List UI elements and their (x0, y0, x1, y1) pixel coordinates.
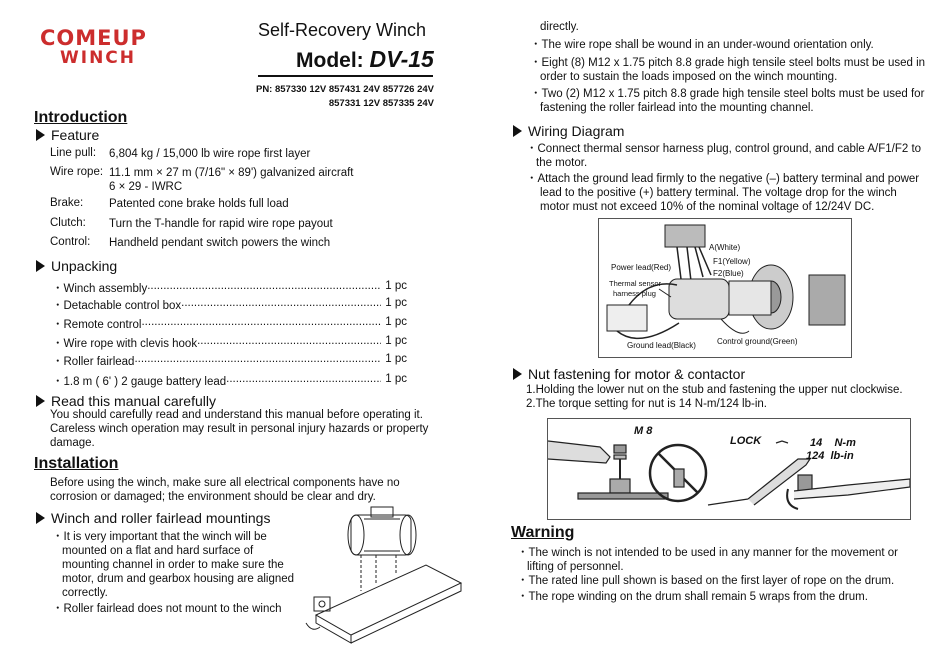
torque-label-lbin: 124 lb-in (806, 450, 854, 462)
warning-text: ・The rope winding on the drum shall remain 5 wraps from the drum. (517, 591, 868, 603)
part-numbers-line1: PN: 857330 12V 857431 24V 857726 24V (255, 84, 434, 95)
feature-value: Handheld pendant switch powers the winch (109, 237, 331, 249)
unpacking-item: ・Winch assembly ..... 1 pc (52, 280, 407, 296)
document-title: Self-Recovery Winch (258, 20, 427, 40)
title-underline (258, 75, 433, 77)
wire-label-thermal: Thermal sensor (609, 279, 662, 288)
wire-label-a: A(White) (709, 243, 741, 252)
nut-size-label: M 8 (634, 425, 653, 437)
warning-heading: Warning (511, 524, 575, 541)
brand-logo-line2: WINCH (60, 48, 137, 68)
feature-label: Clutch: (50, 217, 86, 229)
wiring-text: motor must not exceed 10% of the nominal voltage of 12/24V DC. (540, 201, 875, 213)
warning-text: lifting of personnel. (527, 561, 624, 573)
wire-label-thermal-2: harness plug (613, 289, 656, 298)
triangle-bullet-icon (513, 368, 522, 380)
wire-label-power: Power lead(Red) (611, 263, 672, 272)
nut-text: 1.Holding the lower nut on the stub and fastening the upper nut clockwise. (526, 384, 903, 396)
read-manual-heading: Read this manual carefully (36, 393, 216, 409)
warning-text: ・The winch is not intended to be used in any manner for the movement or (517, 547, 898, 559)
feature-label: Brake: (50, 197, 84, 209)
feature-label: Line pull: (50, 147, 97, 159)
mounting-text-continued: ・The wire rope shall be wound in an under-wound orientation only. (530, 39, 874, 51)
wiring-heading: Wiring Diagram (513, 123, 624, 139)
wire-label-f2: F2(Blue) (713, 269, 744, 278)
mountings-heading: Winch and roller fairlead mountings (36, 510, 270, 526)
feature-value: 6,804 kg / 15,000 lb wire rope first layer (109, 148, 311, 160)
warning-text: ・The rated line pull shown is based on the first layer of rope on the drum. (517, 575, 895, 587)
feature-value: Turn the T-handle for rapid wire rope payout (109, 218, 333, 230)
nut-fastening-diagram (547, 418, 911, 520)
installation-text: corrosion or damaged; the environment should be clear and dry. (50, 491, 376, 503)
unpacking-item: ・Detachable control box ..... 1 pc (52, 297, 407, 313)
wire-label-ground: Ground lead(Black) (627, 341, 696, 350)
triangle-bullet-icon (36, 129, 45, 141)
installation-text: Before using the winch, make sure all electrical components have no (50, 477, 400, 489)
triangle-bullet-icon (513, 125, 522, 137)
lock-label: LOCK (730, 435, 762, 447)
feature-label: Wire rope: (50, 166, 104, 178)
read-manual-text: Careless winch operation may result in personal injury hazards or property (50, 423, 429, 435)
triangle-bullet-icon (36, 260, 45, 272)
nut-fastening-drawing (548, 419, 910, 519)
mounting-text: ・Roller fairlead does not mount to the winch (52, 603, 282, 615)
model-heading (296, 46, 434, 73)
triangle-bullet-icon (36, 512, 45, 524)
feature-label: Control: (50, 236, 91, 248)
read-manual-text: damage. (50, 437, 95, 449)
installation-heading: Installation (34, 455, 119, 472)
unpacking-item: ・1.8 m ( 6' ) 2 gauge battery lead ..... 1 pc (52, 373, 407, 389)
feature-value-continued: 6 × 29 - IWRC (109, 181, 183, 193)
part-numbers-line2: 857331 12V 857335 24V (328, 98, 434, 109)
feature-heading: Feature (36, 127, 99, 143)
mounting-text: mounted on a flat and hard surface of (62, 545, 254, 557)
wiring-text: ・Connect thermal sensor harness plug, control ground, and cable A/F1/F2 to (526, 143, 922, 155)
wire-label-f1: F1(Yellow) (713, 257, 751, 266)
winch-mounting-illustration (296, 505, 466, 650)
mounting-text-continued: directly. (540, 21, 579, 33)
mounting-text-continued: order to sustain the loads imposed on the winch mounting. (540, 71, 838, 83)
triangle-bullet-icon (36, 395, 45, 407)
model-label: Model: (296, 49, 370, 72)
wiring-text: lead to the positive (+) battery terminal. The voltage drop for the winch (540, 187, 897, 199)
unpacking-item: ・Remote control ..... 1 pc (52, 316, 407, 332)
unpacking-item: ・Roller fairlead ..... 1 pc (52, 353, 407, 369)
nut-fastening-heading: Nut fastening for motor & contactor (513, 366, 745, 382)
mounting-text: correctly. (62, 587, 108, 599)
wiring-text: the motor. (536, 157, 588, 169)
wire-label-control-ground: Control ground(Green) (717, 337, 798, 346)
feature-value: 11.1 mm × 27 m (7/16" × 89') galvanized aircraft (109, 167, 354, 179)
torque-label-nm: 14 N-m (810, 437, 856, 449)
read-manual-text: You should carefully read and understand this manual before operating it. (50, 409, 423, 421)
feature-value: Patented cone brake holds full load (109, 198, 289, 210)
mounting-text: ・It is very important that the winch will be (52, 531, 267, 543)
mounting-text-continued: fastening the roller fairlead into the mounting channel. (540, 102, 814, 114)
model-number: DV-15 (369, 46, 434, 72)
unpacking-heading: Unpacking (36, 258, 117, 274)
unpacking-item: ・Wire rope with clevis hook ..... 1 pc (52, 335, 407, 351)
mounting-text-continued: ・Two (2) M12 x 1.75 pitch 8.8 grade high tensile steel bolts must be used for (530, 88, 925, 100)
nut-text: 2.The torque setting for nut is 14 N-m/124 lb-in. (526, 398, 767, 410)
mounting-text: mounting channel in order to make sure the (62, 559, 284, 571)
mounting-text-continued: ・Eight (8) M12 x 1.75 pitch 8.8 grade high tensile steel bolts must be used in (530, 57, 926, 69)
introduction-heading: Introduction (34, 109, 128, 126)
mounting-text: motor, drum and gearbox housing are aligned (62, 573, 295, 585)
brand-logo-line1: COMEUP (40, 26, 147, 50)
wiring-diagram (598, 218, 852, 358)
wiring-text: ・Attach the ground lead firmly to the negative (–) battery terminal and power (526, 173, 920, 185)
